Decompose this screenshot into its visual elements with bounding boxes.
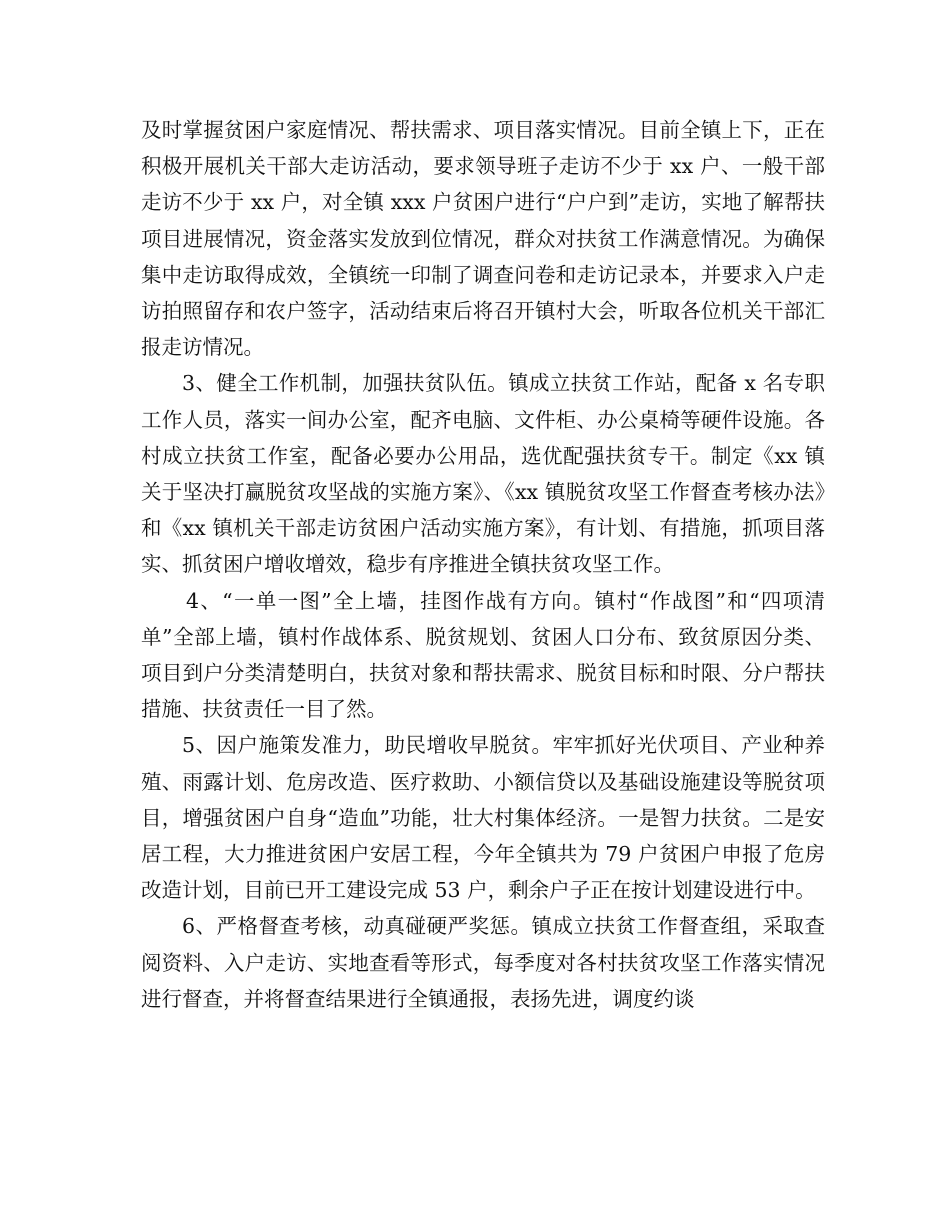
paragraph-visit-summary: 及时掌握贫困户家庭情况、帮扶需求、项目落实情况。目前全镇上下，正在积极开展机关干部大走访活动，要求领导班子走访不少于 xx 户、一般干部走访不少于 xx 户，对全镇 xxx 户贫困户进行“户户到”走访，实地了解帮扶项目进展情况，资金落实发放到位情况，群众对扶贫工作满意情况。为确保集中走访取得成效，全镇统一印制了调查问卷和走访记录本，并要求入户走访拍照留存和农户签字，活动结束后将召开镇村大会，听取各位机关干部汇报走访情况。 <box>141 118 825 360</box>
paragraph-item-6: 6、严格督查考核，动真碰硬严奖惩。镇成立扶贫工作督查组，采取查阅资料、入户走访、实地查看等形式，每季度对各村扶贫攻坚工作落实情况进行督查，并将督查结果进行全镇通报，表扬先进，调度约谈 <box>141 914 825 1011</box>
paragraph-item-5: 5、因户施策发准力，助民增收早脱贫。牢牢抓好光伏项目、产业种养殖、雨露计划、危房改造、医疗救助、小额信贷以及基础设施建设等脱贫项目，增强贫困户自身“造血”功能，壮大村集体经济。一是智力扶贫。二是安居工程，大力推进贫困户安居工程，今年全镇共为 79 户贫困户申报了危房改造计划，目前已开工建设完成 53 户，剩余户子正在按计划建设进行中。 <box>141 733 825 903</box>
document-body <box>141 112 825 1017</box>
paragraph-item-4: 4、“一单一图”全上墙，挂图作战有方向。镇村“作战图”和“四项清单”全部上墙，镇村作战体系、脱贫规划、贫困人口分布、致贫原因分类、项目到户分类清楚明白，扶贫对象和帮扶需求、脱贫目标和时限、分户帮扶措施、扶贫责任一目了然。 <box>141 588 825 722</box>
paragraph-item-3: 3、健全工作机制，加强扶贫队伍。镇成立扶贫工作站，配备 x 名专职工作人员，落实一间办公室，配齐电脑、文件柜、办公桌椅等硬件设施。各村成立扶贫工作室，配备必要办公用品，选优配强扶贫专干。制定《xx 镇关于坚决打赢脱贫攻坚战的实施方案》、《xx 镇脱贫攻坚工作督查考核办法》和《xx 镇机关干部走访贫困户活动实施方案》，有计划、有措施，抓项目落实、抓贫困户增收增效，稳步有序推进全镇扶贫攻坚工作。 <box>141 371 825 577</box>
